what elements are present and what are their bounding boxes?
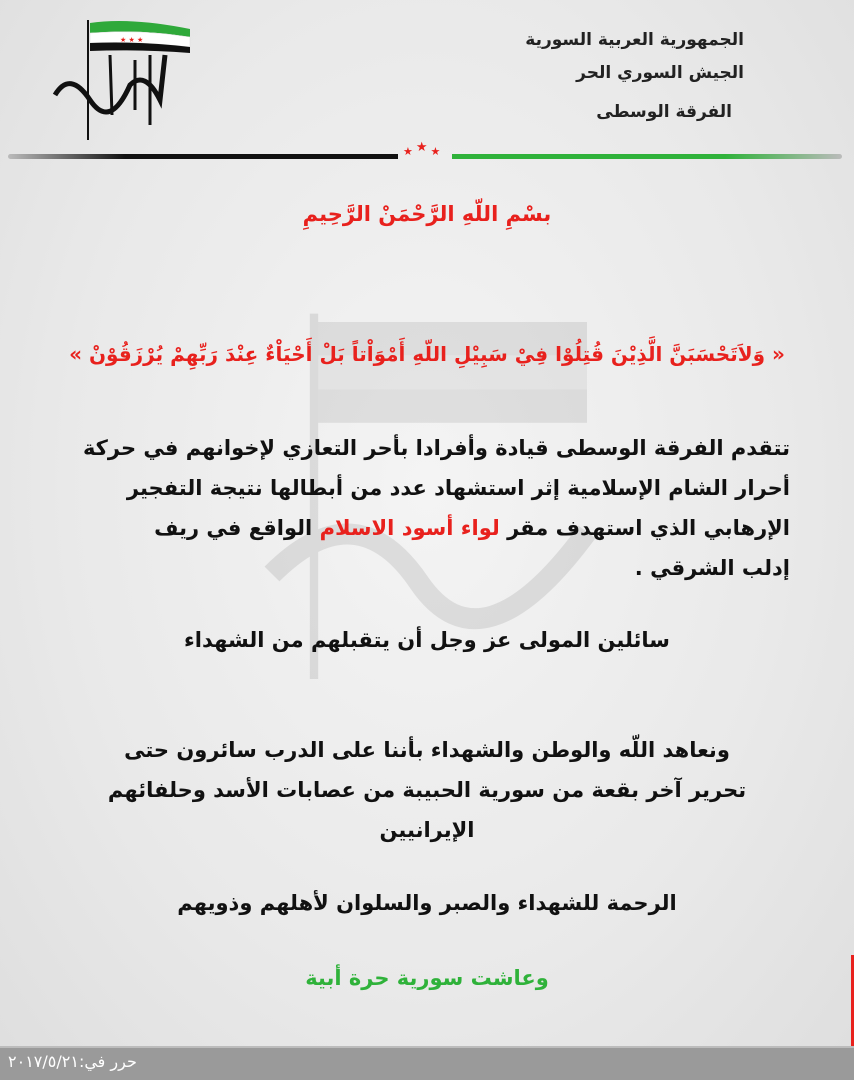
paragraph1-line2: أحرار الشام الإسلامية إثر استشهاد عدد من أبطالها نتيجة التفجير <box>126 476 790 500</box>
header-army: الجيش السوري الحر <box>576 63 744 83</box>
highlighted-brigade-name: لواء أسود الاسلام <box>319 516 500 540</box>
paragraph2-line1: ونعاهد اللّه والوطن والشهداء بأننا على الدرب سائرون حتى <box>124 738 730 762</box>
bismillah: بسْمِ اللّهِ الرَّحْمَنْ الرَّحِيمِ <box>302 202 552 226</box>
closing-line: وعاشت سورية حرة أبية <box>305 966 549 990</box>
paragraph1-line3 <box>154 516 790 540</box>
condolence-line: الرحمة للشهداء والصبر والسلوان لأهلهم وذويهم <box>177 891 677 915</box>
header-republic: الجمهورية العربية السورية <box>525 30 744 50</box>
footer-bar <box>0 1046 854 1080</box>
prayer-line: سائلين المولى عز وجل أن يتقبلهم من الشهداء <box>184 628 670 652</box>
division-logo <box>50 15 200 145</box>
divider-black <box>8 154 398 159</box>
text: الإرهابي الذي استهدف مقر <box>499 516 790 540</box>
paragraph2-line2: تحرير آخر بقعة من سورية الحبيبة من عصابات الأسد وحلفائهم <box>107 778 747 802</box>
text: الواقع في ريف <box>154 516 320 540</box>
divider-green <box>452 154 842 159</box>
quran-verse: « وَلاَتَحْسَبَنَّ الَّذِيْنَ قُتِلُوْا فِيْ سَبِيْلِ اللّهِ أَمْوَاْتاً بَلْ أَحْيَاْءٌ عِنْدَ رَبِّهِمْ يُرْزَقُوْنْ » <box>69 342 785 366</box>
svg-text:★ ★ ★: ★ ★ ★ <box>120 36 144 44</box>
paragraph1-line1: تتقدم الفرقة الوسطى قيادة وأفرادا بأحر التعازي لإخوانهم في حركة <box>82 436 790 460</box>
paragraph1-line4: إدلب الشرقي . <box>634 556 790 580</box>
header-division: الفرقة الوسطى <box>596 102 732 122</box>
footer-date: حرر في:٢٠١٧/٥/٢١ <box>8 1052 137 1071</box>
divider-stars: ★★★ <box>403 140 444 158</box>
paragraph2-line3: الإيرانيين <box>379 818 475 842</box>
